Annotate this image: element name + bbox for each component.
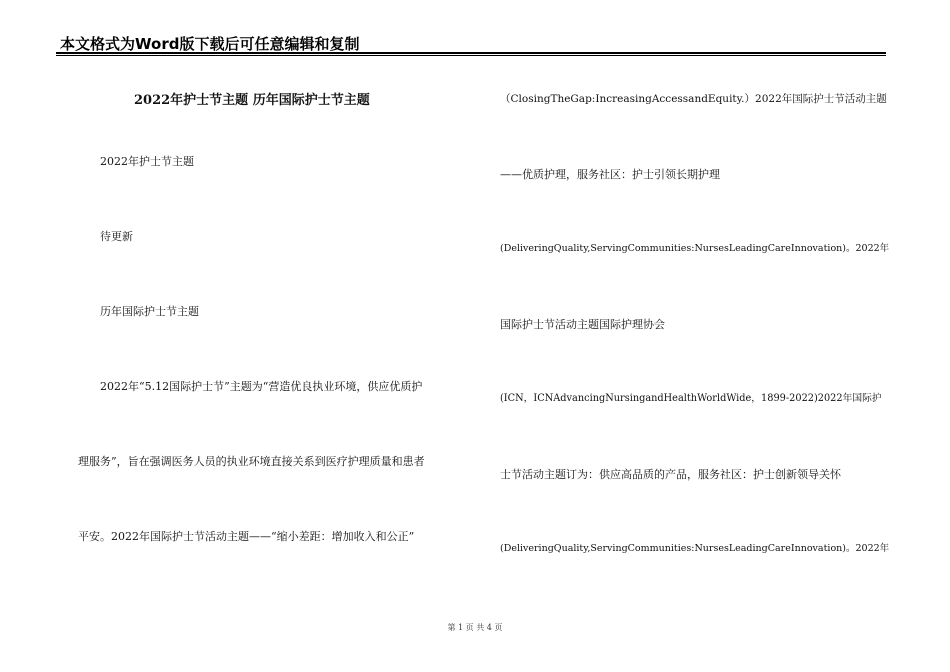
paragraph-line: (ICN，ICNAdvancingNursingandHealthWorldWide，1899-2022)2022年国际护 [500,393,882,404]
paragraph-line: （ClosingTheGap:IncreasingAccessandEquity.）2022年国际护士节活动主题 [500,93,887,105]
paragraph-line: ——优质护理，服务社区：护士引领长期护理 [500,168,720,181]
paragraph-line: 历年国际护士节主题 [100,305,199,318]
document-banner: 本文格式为Word版下载后可任意编辑和复制 [60,35,360,53]
article-title: 2022年护士节主题 历年国际护士节主题 [134,93,370,108]
paragraph-line: 国际护士节活动主题国际护理协会 [500,318,665,331]
paragraph-line: (DeliveringQuality,ServingCommunities:NursesLeadingCareInnovation)。2022年 [500,243,890,254]
paragraph-line: 待更新 [100,230,133,243]
paragraph-line: (DeliveringQuality,ServingCommunities:NursesLeadingCareInnovation)。2022年 [500,543,890,554]
paragraph-line: 理服务”，旨在强调医务人员的执业环境直接关系到医疗护理质量和患者 [78,455,425,468]
paragraph-line: 2022年护士节主题 [100,155,194,168]
banner-divider-thin [56,55,886,56]
banner-divider [56,52,886,54]
paragraph-line: 士节活动主题订为：供应高品质的产品，服务社区：护士创新领导关怀 [500,468,841,481]
page-number: 第 1 页 共 4 页 [447,623,503,632]
paragraph-line: 平安。2022年国际护士节活动主题——“缩小差距：增加收入和公正” [78,530,415,543]
paragraph-line: 2022年“5.12国际护士节”主题为“营造优良执业环境，供应优质护 [100,380,423,393]
